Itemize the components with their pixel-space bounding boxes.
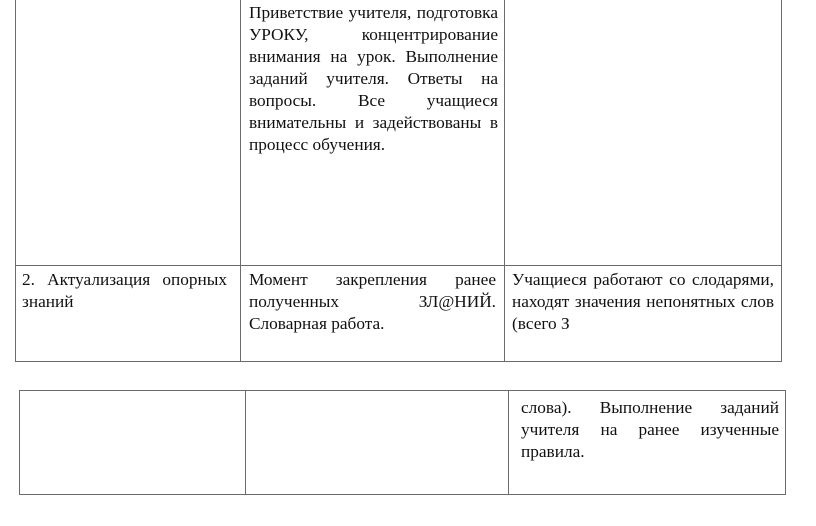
- student-activity-text: Учащиеся работают со слодарями, находят значения непонятных слов (всего З: [512, 270, 774, 333]
- lesson-plan-table-bottom: [19, 390, 786, 495]
- student-activity-cell: [505, 0, 782, 266]
- table-row: [16, 266, 782, 362]
- teacher-activity-cell: [246, 391, 509, 495]
- stage-cell: [16, 0, 241, 266]
- teacher-activity-text: Приветствие учителя, подготовка УРОКУ, концентрирование внимания на урок. Выполнение заданий учителя. Ответы на вопросы. Все учащиеся внимательны и задействованы в процесс обучения.: [249, 3, 498, 154]
- stage-cell: [16, 266, 241, 362]
- lesson-plan-table-top: [15, 0, 782, 362]
- stage-text: 2. Актуализация опорных знаний: [22, 270, 227, 311]
- table-row: [16, 0, 782, 266]
- teacher-activity-cell: [241, 0, 505, 266]
- stage-cell: [20, 391, 246, 495]
- student-activity-text: слова). Выполнение заданий учителя на ранее изученные правила.: [521, 398, 779, 461]
- student-activity-cell: [505, 266, 782, 362]
- table-row: [20, 391, 786, 495]
- teacher-activity-cell: [241, 266, 505, 362]
- student-activity-cell: [509, 391, 786, 495]
- teacher-activity-text: Момент закрепления ранее полученных ЗЛ@НИЙ. Словарная работа.: [249, 270, 496, 333]
